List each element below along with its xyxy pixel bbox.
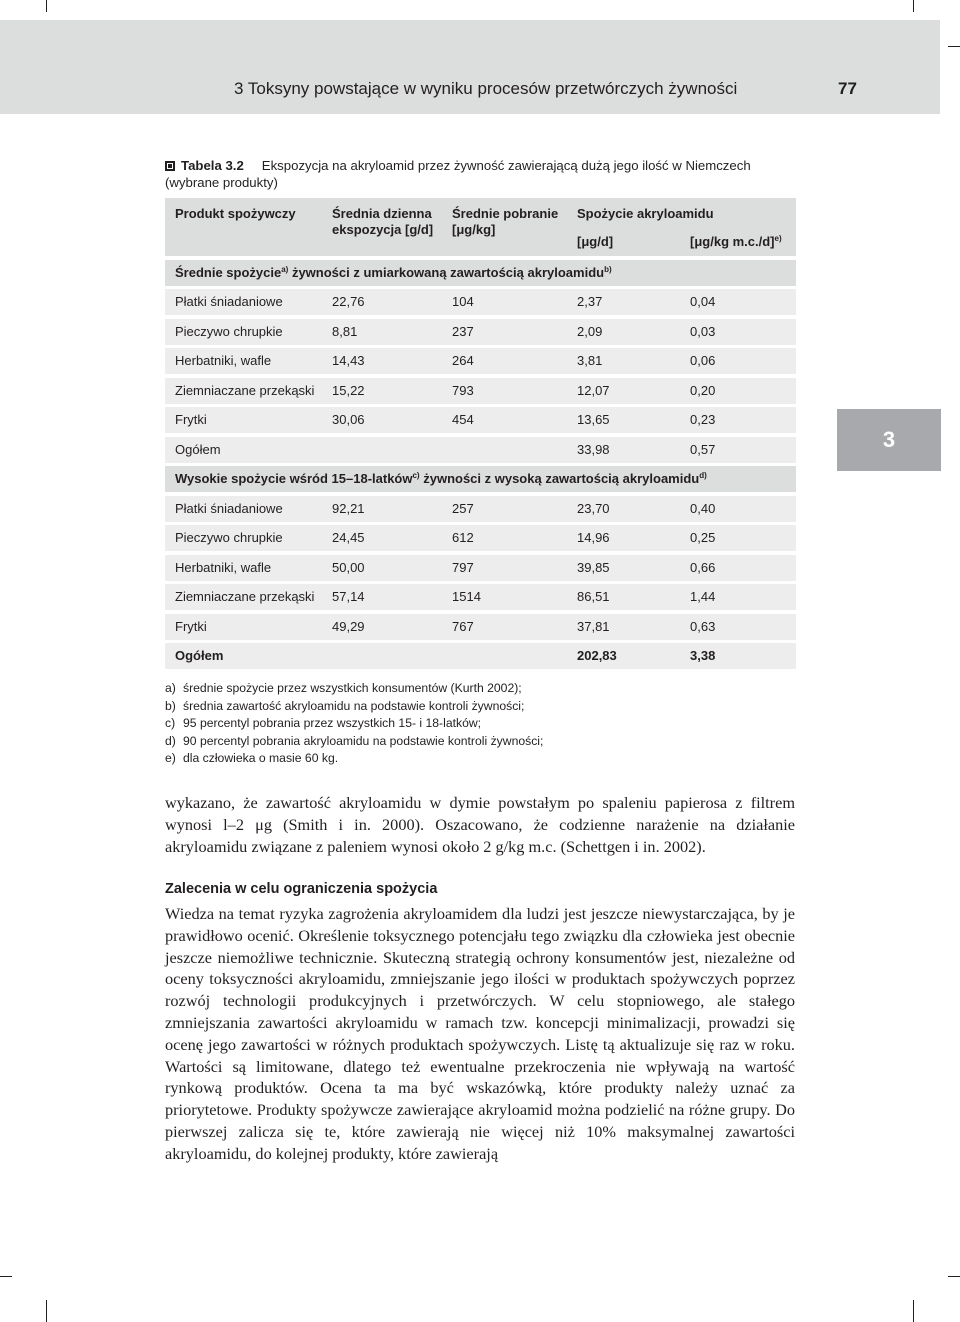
table-cell: 797 xyxy=(452,559,474,575)
section-title xyxy=(175,265,612,280)
table-cell: 0,57 xyxy=(690,441,716,457)
table-cell: 2,37 xyxy=(577,294,603,309)
table-cell: 12,07 xyxy=(577,382,610,398)
table-row xyxy=(165,643,796,669)
footnote-key: d) xyxy=(165,733,176,748)
footnote-key: e) xyxy=(165,751,176,766)
chapter-title: 3 Toksyny powstające w wyniku procesów przetwórczych żywności xyxy=(234,79,738,98)
header-daily-exposure: Średnia dzienna ekspozycja [g/d] xyxy=(332,206,434,237)
section-row-high xyxy=(165,466,796,492)
table-cell: 0,20 xyxy=(690,382,716,398)
crop-mark xyxy=(913,0,914,12)
section-title xyxy=(175,471,707,486)
crop-mark xyxy=(0,1276,12,1277)
header-ug-per-day: [μg/d] xyxy=(577,234,614,249)
table-marker-icon xyxy=(165,161,175,171)
table-footnotes xyxy=(165,680,543,768)
table-cell: 257 xyxy=(452,500,474,516)
table-cell: Ogółem xyxy=(175,648,224,663)
table-cell: 23,70 xyxy=(577,500,610,516)
table-cell: 1514 xyxy=(452,589,481,604)
body-paragraph: Wiedza na temat ryzyka zagrożenia akryloamidem dla ludzi jest jeszcze niewystarczająca, by je prawidłowo ocenić. Określenie toksycznego potencjału tego związku dla człowieka jest obecnie jeszcze niemożliwe technicznie. Skuteczną strategią ochrony konsumentów jest, niezależne od oceny toksyczności akryloamidu, zmniejszanie jego ilości w produktach spożywczych poprzez rozwój technologii produkcyjnych i przetwórczych. W celu stopniowego, ale stałego zmniejszania zawartości akryloamidu w ramach tzw. koncepcji minimalizacji, prowadzi się ocenę jego zawartości w różnych produktach spożywczych. Listę tą aktualizuje się raz w roku. Wartości są limitowane, dlatego też ewentualne przekroczenia nie wpływają na wartość rynkową produktów. Ocena ta ma być wskazówką, które produkty należy uznać za priorytetowe. Produkty spożywcze zawierające akryloamid można podzielić na różne grupy. Do pierwszej zalicza się te, które zawierają nie więcej niż 10% maksymalnej zawartości akryloamidu, do kolejnej produkty, które zawierają xyxy=(165,904,795,1163)
table-cell: 0,04 xyxy=(690,294,716,309)
section-text: żywności z wysoką zawartością akryloamidu xyxy=(419,471,700,486)
table-body-high xyxy=(165,496,796,670)
table-cell: 264 xyxy=(452,353,474,368)
table-cell: Płatki śniadaniowe xyxy=(175,294,283,309)
table-cell: 8,81 xyxy=(332,323,358,339)
table-cell: 86,51 xyxy=(577,589,610,604)
table-row xyxy=(165,407,796,433)
table-label: Tabela 3.2 xyxy=(181,158,244,173)
table-cell: Pieczywo chrupkie xyxy=(175,530,283,545)
table-row xyxy=(165,348,796,374)
table-cell: 454 xyxy=(452,412,474,427)
table-cell: 237 xyxy=(452,323,474,339)
table-cell: 50,00 xyxy=(332,559,365,575)
footnote-ref: b) xyxy=(604,264,612,274)
table-cell: 13,65 xyxy=(577,412,610,427)
table-cell: Ogółem xyxy=(175,441,221,457)
table-cell: 0,63 xyxy=(690,618,716,634)
footnote-item xyxy=(165,750,543,768)
header-product: Produkt spożywczy xyxy=(175,206,296,221)
table-caption xyxy=(165,157,805,191)
footnote-ref: c) xyxy=(412,471,420,480)
table-row xyxy=(165,437,796,463)
footnote-text: 95 percentyl pobrania przez wszystkich 15- i 18-latków; xyxy=(183,716,482,731)
crop-mark xyxy=(46,0,47,12)
footnote-ref: a) xyxy=(281,264,289,274)
table-cell: 1,44 xyxy=(690,589,716,604)
table-cell: 612 xyxy=(452,530,474,545)
table-cell: 2,09 xyxy=(577,323,603,339)
header-footnote-e: e) xyxy=(774,234,782,243)
table-cell: 0,66 xyxy=(690,559,716,575)
table-cell: 0,40 xyxy=(690,500,716,516)
footnote-item xyxy=(165,715,543,733)
section-text: Średnie spożycie xyxy=(175,264,282,280)
chapter-side-tab: 3 xyxy=(837,409,941,471)
table-cell: 0,03 xyxy=(690,323,716,339)
table-cell: 15,22 xyxy=(332,382,365,398)
table-header xyxy=(165,198,796,256)
table-cell: 49,29 xyxy=(332,618,365,634)
table-row xyxy=(165,584,796,610)
header-mean-intake: Średnie pobranie [μg/kg] xyxy=(452,206,559,237)
crop-mark xyxy=(913,1300,914,1322)
table-cell: 767 xyxy=(452,618,474,634)
table-row xyxy=(165,555,796,581)
table-cell: 33,98 xyxy=(577,441,610,457)
table-cell: Ziemniaczane przekąski xyxy=(175,382,315,398)
table-cell: 14,43 xyxy=(332,353,365,368)
footnote-item xyxy=(165,698,543,716)
table-cell: 39,85 xyxy=(577,559,610,575)
table-cell: 37,81 xyxy=(577,618,610,634)
footnote-key: a) xyxy=(165,681,176,695)
section-text: Wysokie spożycie wśród 15–18-latków xyxy=(175,471,413,486)
page-number: 77 xyxy=(838,79,857,98)
table-row xyxy=(165,319,796,345)
footnote-item xyxy=(165,680,543,698)
section-subheading: Zalecenia w celu ograniczenia spożycia xyxy=(165,881,438,897)
table-cell: 22,76 xyxy=(332,294,365,309)
header-acrylamide-group: Spożycie akryloamidu xyxy=(577,206,714,221)
table-row xyxy=(165,525,796,551)
table-cell: 0,23 xyxy=(690,412,716,427)
data-table xyxy=(165,198,796,669)
table-body-mean xyxy=(165,289,796,463)
table-cell: 3,81 xyxy=(577,353,603,368)
table-cell: 202,83 xyxy=(577,648,617,663)
footnote-text: średnie spożycie przez wszystkich konsumentów (Kurth 2002); xyxy=(183,681,522,695)
table-caption-text: Ekspozycja na akryloamid przez żywność zawierającą dużą jego ilość w Niemczech (wybrane produkty) xyxy=(165,158,751,190)
table-cell: Herbatniki, wafle xyxy=(175,559,272,575)
table-cell: 0,25 xyxy=(690,530,716,545)
table-row xyxy=(165,289,796,315)
header-ug-per-kg xyxy=(690,234,782,250)
footnote-item xyxy=(165,733,543,751)
table-row xyxy=(165,378,796,404)
table-cell: Frytki xyxy=(175,618,207,634)
table-cell: 30,06 xyxy=(332,412,365,427)
table-cell: Herbatniki, wafle xyxy=(175,353,272,368)
table-cell: Ziemniaczane przekąski xyxy=(175,589,315,604)
table-row xyxy=(165,614,796,640)
section-row-mean xyxy=(165,260,796,286)
body-paragraph: wykazano, że zawartość akryloamidu w dymie powstałym po spaleniu papierosa z filtrem wynosi l–2 μg (Smith i in. 2000). Oszacowano, że codzienne narażenie na działanie akryloamidu związane z paleniem wynosi około 2 g/kg m.c. (Schettgen i in. 2002). xyxy=(165,793,795,856)
table-cell: 0,06 xyxy=(690,353,716,368)
table-cell: 3,38 xyxy=(690,648,716,663)
crop-mark xyxy=(948,46,960,47)
crop-mark xyxy=(46,1300,47,1322)
table-cell: Frytki xyxy=(175,412,207,427)
table-cell: Pieczywo chrupkie xyxy=(175,323,283,339)
crop-mark xyxy=(948,1276,960,1277)
footnote-text: dla człowieka o masie 60 kg. xyxy=(183,751,339,766)
footnote-key: c) xyxy=(165,716,176,731)
table-cell: Płatki śniadaniowe xyxy=(175,500,283,516)
table-cell: 24,45 xyxy=(332,530,365,545)
table-cell: 14,96 xyxy=(577,530,610,545)
running-header xyxy=(0,20,940,114)
footnote-text: 90 percentyl pobrania akryloamidu na podstawie kontroli żywności; xyxy=(183,733,544,748)
section-text: żywności z umiarkowaną zawartością akryloamidu xyxy=(288,264,605,280)
footnote-key: b) xyxy=(165,698,176,713)
footnote-ref: d) xyxy=(699,471,707,480)
table-cell: 793 xyxy=(452,382,474,398)
footnote-text: średnia zawartość akryloamidu na podstawie kontroli żywności; xyxy=(183,698,525,713)
table-row xyxy=(165,496,796,522)
header-ug-per-kg-text: [μg/kg m.c./d] xyxy=(690,234,775,249)
table-cell: 57,14 xyxy=(332,589,365,604)
table-cell: 104 xyxy=(452,294,474,309)
table-cell: 92,21 xyxy=(332,500,365,516)
